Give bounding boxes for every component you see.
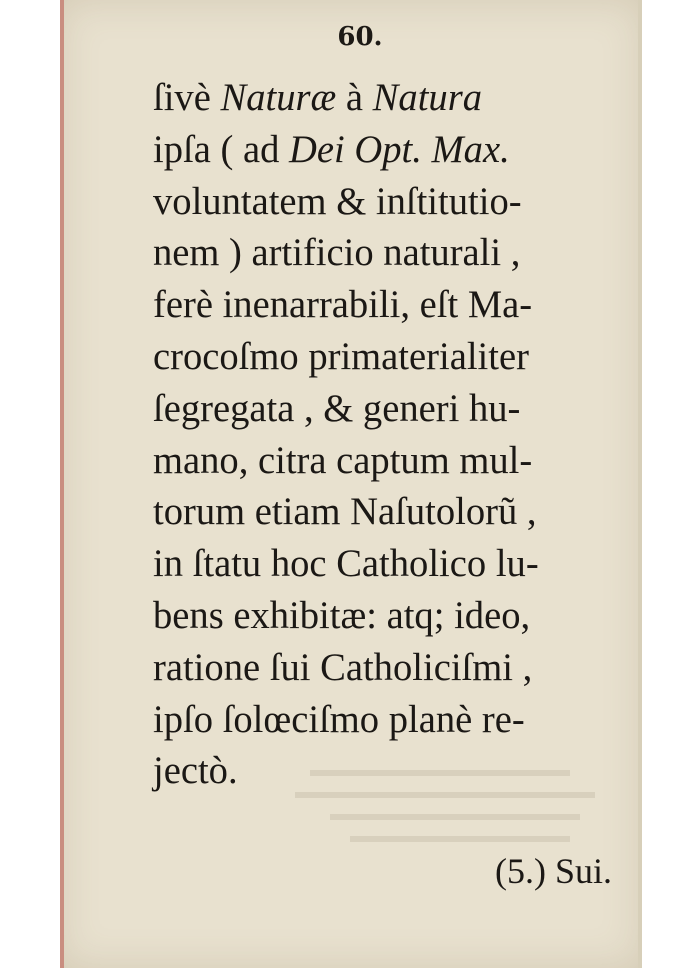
text-line [153,331,608,383]
text-line [153,279,608,331]
text-line [153,72,608,124]
text-segment: ratione ſui Catholiciſmi , [153,645,533,689]
text-line [153,435,608,487]
text-line [153,486,608,538]
italic-segment: Dei Opt. Max. [289,127,510,171]
text-line [153,590,608,642]
page-number: 60. [337,22,383,52]
body-text [153,72,613,797]
text-line [153,694,608,746]
text-segment: ferè inenarrabili, eſt Ma- [153,283,533,327]
text-line [153,538,608,590]
text-segment: bens exhibitæ: atq; ideo, [153,593,531,637]
page-edge [638,0,642,968]
text-line [153,227,608,279]
text-segment: ipſo ſolœciſmo planè re- [153,697,525,741]
text-segment: voluntatem & inſtitutio- [153,179,522,223]
text-line [153,176,608,228]
text-segment: nem ) artificio naturali , [153,231,521,275]
catchword: (5.) Sui. [495,851,612,891]
italic-segment: Natura [372,76,483,119]
text-segment: crocoſmo primaterialiter [153,334,529,378]
text-line [153,642,608,694]
text-segment: à [336,76,373,119]
italic-segment: Naturæ [220,76,337,119]
show-through-bleed [290,760,610,850]
text-line [153,383,608,435]
text-line [153,124,608,176]
text-segment: torum etiam Naſutolorũ , [153,490,537,534]
text-segment: jectò. [153,749,238,793]
text-segment: ſivè [153,76,221,119]
text-segment: ſegregata , & generi hu- [153,386,521,430]
text-segment: in ſtatu hoc Catholico lu- [153,542,539,586]
text-segment: mano, citra captum mul- [153,438,533,482]
gutter-edge [60,0,64,968]
text-segment: ipſa ( ad [153,127,290,171]
